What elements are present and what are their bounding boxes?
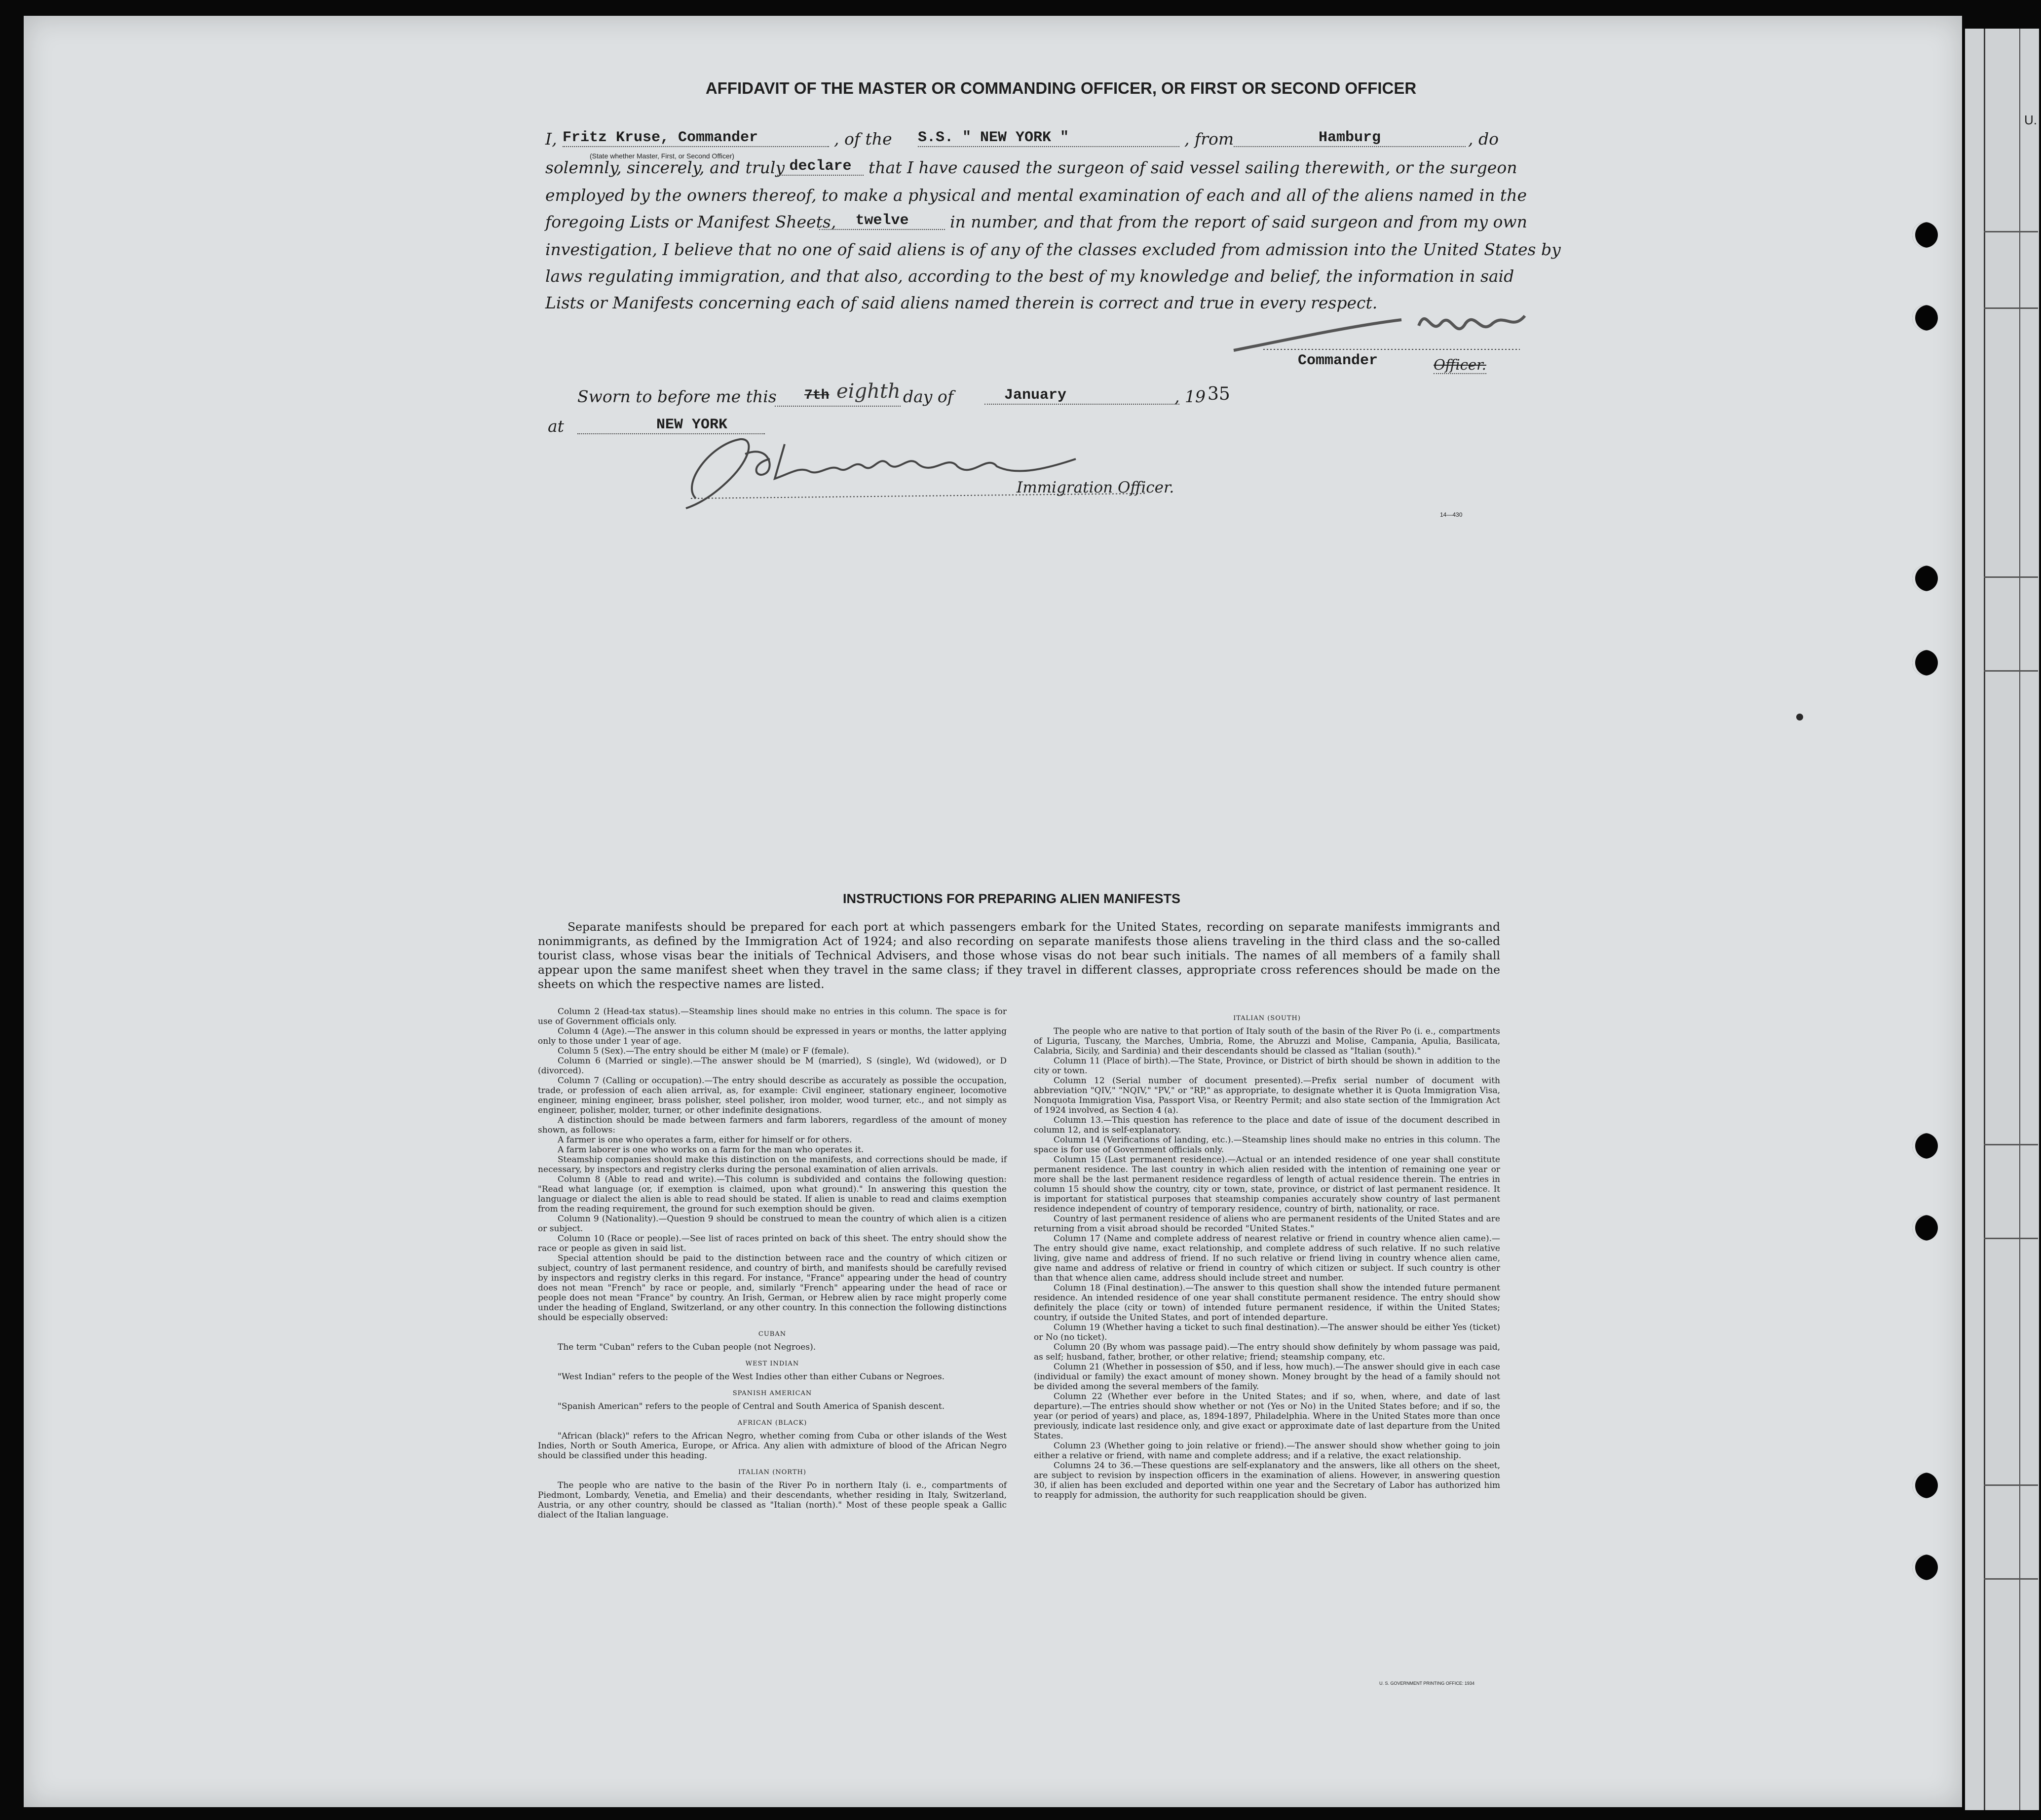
instruction-paragraph: A farm laborer is one who works on a farm for the man who operates it.	[558, 1145, 864, 1155]
instruction-paragraph: A farmer is one who operates a farm, either for himself or for others.	[558, 1135, 852, 1145]
section-heading: WEST INDIAN	[745, 1360, 799, 1367]
day-struck: 7th	[804, 388, 830, 403]
officer-note: (State whether Master, First, or Second Officer)	[590, 152, 735, 160]
instruction-paragraph: Column 15 (Last permanent residence).—Actual or an intended residence of one year shall constitute permanent residence. The last country in which alien resided with the intention of remaining one year or more shall be the last permanent residence regardless of length of actual residence therein. The entries in column 15 should show the country, city or town, state, province, or district of last permanent residence. It is important for statistical purposes that steamship companies accurately show country of last permanent residence independent of country of temporary residence, country of birth, nationality, or race.	[1034, 1155, 1500, 1214]
instruction-paragraph: Steamship companies should make this distinction on the manifests, and corrections should be made, if necessary, by inspectors and registry clerks during the personal examination of alien arrivals.	[538, 1155, 1007, 1175]
instruction-paragraph: Column 22 (Whether ever before in the United States; and if so, when, where, and date of last departure).—The entries should show whether or not (Yes or No) in the United States before; and if so, the year (or period of years) and place, as, 1894-1897, Philadelphia. Where in the United States more than once previously, indicate last residence only, and give exact or approximate date of last departure from the United States.	[1034, 1392, 1500, 1441]
edge-tick	[1984, 1238, 2038, 1239]
line5: investigation, I believe that no one of said aliens is of any of the classes excluded from admission into the United States by	[545, 240, 1561, 259]
instruction-paragraph: Column 10 (Race or people).—See list of races printed on back of this sheet. The entry should show the race or people as given in said list.	[538, 1234, 1007, 1253]
line1-of: , of the	[834, 129, 892, 149]
line2-b: that I have caused the surgeon of said vessel sailing therewith, or the surgeon	[869, 158, 1517, 177]
port-field: Hamburg	[1234, 129, 1466, 147]
immigration-officer-signature	[651, 424, 1170, 513]
italian-south-heading: ITALIAN (SOUTH)	[1233, 1015, 1301, 1022]
line3: employed by the owners thereof, to make a physical and mental examination of each and all of the aliens named in the	[545, 186, 1527, 205]
line1-end: , do	[1468, 129, 1499, 149]
instruction-paragraph: Column 14 (Verifications of landing, etc.).—Steamship lines should make no entries in this column. The space is for use of Government officials only.	[1034, 1135, 1500, 1155]
instruction-paragraph: Column 9 (Nationality).—Question 9 should be construed to mean the country of which alien is a citizen or subject.	[538, 1214, 1007, 1234]
officer-struck: Officer.	[1434, 356, 1486, 373]
binder-hole	[1912, 566, 1938, 591]
year-prefix: , 19	[1174, 387, 1206, 406]
instruction-paragraph: Column 4 (Age).—The answer in this column should be expressed in years or months, the latter applying only to those under 1 year of age.	[538, 1026, 1007, 1046]
line4-a: foregoing Lists or Manifest Sheets,	[545, 212, 836, 231]
instruction-paragraph: Column 21 (Whether in possession of $50, and if less, how much).—The answer should give in each case (individual or family) the exact amount of money shown. Money brought by the head of a family should not be divided among the several members of the family.	[1034, 1362, 1500, 1392]
instruction-paragraph: The people who are native to that portion of Italy south of the basin of the River Po (i. e., compartments of Liguria, Tuscany, the Marches, Umbria, Rome, the Abruzzi and Molise, Campania, Apulia, Basilicata, Calabria, Sicily, and Sardinia) and their descendants should be classed as "Italian (south)."	[1034, 1026, 1500, 1056]
officer-name-field: Fritz Kruse, Commander	[563, 129, 829, 147]
instruction-paragraph: Column 18 (Final destination).—The answer to this question shall show the intended future permanent residence. An intended residence of one year shall constitute permanent residence. The entry should show definitely the place (city or town) of intended future permanent residence, if within the United States; country, if outside the United States, and port of intended departure.	[1034, 1283, 1500, 1323]
instructions-left-column	[538, 1007, 1007, 1520]
line1-prefix: I,	[545, 129, 557, 149]
printer-line: U. S. GOVERNMENT PRINTING OFFICE: 1934	[1379, 1681, 1474, 1686]
edge-tick	[1984, 1484, 2038, 1486]
instruction-paragraph: Column 12 (Serial number of document presented).—Prefix serial number of document with abbreviation "QIV," "NQIV," "PV," or "RP," as appropriate, to designate whether it is Quota Immigration Visa, Nonquota Immigration Visa, Passport Visa, or Reentry Permit; and also state section of the Immigration Act of 1924 involved, as Section 4 (a).	[1034, 1076, 1500, 1115]
instruction-paragraph: Column 20 (By whom was passage paid).—The entry should show definitely by whom passage was paid, as self; husband, father, brother, or other relative; friend; steamship company, etc.	[1034, 1342, 1500, 1362]
edge-tick	[1984, 670, 2038, 672]
section-heading: AFRICAN (BLACK)	[737, 1419, 807, 1427]
instruction-paragraph: A distinction should be made between farmers and farm laborers, regardless of the amount of money shown, as follows:	[538, 1115, 1007, 1135]
instruction-paragraph: Columns 24 to 36.—These questions are self-explanatory and the answers, like all others on the sheet, are subject to revision by inspection officers in the examination of aliens. However, in answering question 30, if alien has been excluded and deported within one year and the Secretary of Labor has authorized him to reapply for admission, the authority for such reapplication should be given.	[1034, 1461, 1500, 1500]
binder-hole	[1912, 305, 1938, 331]
line1-from: , from	[1184, 129, 1234, 149]
section-text: The people who are native to the basin of the River Po in northern Italy (i. e., compartments of Piedmont, Lombardy, Venetia, and Emelia) and their descendants, whether residing in Italy, Switzerland, Austria, or any other country, should be classed as "Italian (north)." Most of these people speak a Gallic dialect of the Italian language.	[538, 1480, 1007, 1520]
edge-tick	[1984, 576, 2038, 578]
edge-tick	[1984, 307, 2038, 309]
binder-hole	[1912, 650, 1938, 676]
declare-field: declare	[777, 158, 864, 176]
vessel-field: S.S. " NEW YORK "	[918, 129, 1179, 147]
edge-tick	[1984, 1144, 2038, 1145]
edge-rule	[1984, 29, 1985, 1810]
binder-hole	[1912, 222, 1938, 248]
sworn-prefix: Sworn to before me this	[577, 387, 777, 406]
binder-hole	[1912, 1473, 1938, 1498]
edge-rule	[2019, 29, 2020, 1810]
day-of: day of	[903, 387, 954, 406]
month-field: January	[984, 387, 1179, 405]
section-heading: ITALIAN (NORTH)	[738, 1469, 806, 1476]
at-label: at	[548, 417, 564, 436]
section-heading: CUBAN	[758, 1330, 787, 1338]
instructions-intro: Separate manifests should be prepared for each port at which passengers embark for the United States, recording on separate manifests immigrants and nonimmigrants, as defined by the Immigration Act of 1924; and also recording on separate manifests those aliens traveling in the third class and the so-called tourist class, whose visas bear the initials of Technical Advisers, and those whose visas do not bear such initials. The names of all members of a family shall appear upon the same manifest sheet when they travel in the same class; if they travel in different classes, appropriate cross references should be made on the sheets on which the respective names are listed.	[538, 920, 1500, 991]
section-heading: SPANISH AMERICAN	[732, 1390, 812, 1397]
instruction-paragraph: Special attention should be paid to the distinction between race and the country of which citizen or subject, country of last permanent residence, and country of birth, and manifests should be carefully revised by inspectors and registry clerks in this regard. For instance, "France" appearing under the head of country does not mean "French" by race or people, and, similarly "French" appearing under the head of race or people does not mean "France" by country. An Irish, German, or Hebrew alien by race might properly come under the heading of England, Switzerland, or any other country. In this connection the following distinctions should be especially observed:	[538, 1253, 1007, 1323]
section-text: "African (black)" refers to the African Negro, whether coming from Cuba or other islands of the West Indies, North or South America, Europe, or Africa. Any alien with admixture of blood of the African Negro should be classified under this heading.	[538, 1431, 1007, 1461]
instruction-paragraph: Country of last permanent residence of aliens who are permanent residents of the United States and are returning from a visit abroad should be recorded "United States."	[1034, 1214, 1500, 1234]
ink-speck	[1796, 714, 1803, 720]
form-number: 14—430	[1440, 511, 1463, 518]
day-field	[775, 380, 901, 407]
sheet-count-field: twelve	[819, 212, 945, 230]
binder-hole	[1912, 1555, 1938, 1580]
day-written: eighth	[836, 380, 901, 403]
binder-hole	[1912, 1215, 1938, 1241]
immigration-officer-label: Immigration Officer.	[1017, 479, 1174, 496]
affidavit-title: AFFIDAVIT OF THE MASTER OR COMMANDING OFFICER, OR FIRST OR SECOND OFFICER	[705, 79, 1417, 97]
instruction-paragraph: Column 6 (Married or single).—The answer should be M (married), S (single), Wd (widowed), or D (divorced).	[538, 1056, 1007, 1076]
line4-b: in number, and that from the report of said surgeon and from my own	[950, 212, 1527, 231]
instruction-paragraph: Column 11 (Place of birth).—The State, Province, or District of birth should be shown in addition to the city or town.	[1034, 1056, 1500, 1076]
line2-a: solemnly, sincerely, and truly	[545, 158, 785, 177]
instruction-paragraph: Column 13.—This question has reference to the place and date of issue of the document described in column 12, and is self-explanatory.	[1034, 1115, 1500, 1135]
instruction-paragraph: Column 19 (Whether having a ticket to such final destination).—The answer should be either Yes (ticket) or No (no ticket).	[1034, 1323, 1500, 1342]
section-text: "Spanish American" refers to the people of Central and South America of Spanish descent.	[558, 1402, 945, 1411]
instruction-paragraph: Column 5 (Sex).—The entry should be either M (male) or F (female).	[558, 1046, 849, 1056]
year-suffix: 35	[1208, 384, 1230, 404]
line7: Lists or Manifests concerning each of said aliens named therein is correct and true in every respect.	[545, 293, 1378, 312]
signature-title: Commander	[1298, 352, 1378, 369]
line6: laws regulating immigration, and that also, according to the best of my knowledge and belief, the information in said	[545, 266, 1514, 286]
instruction-paragraph: Column 8 (Able to read and write).—This column is subdivided and contains the following question: "Read what language (or, if exemption is claimed, upon what ground)." In answering this question the language or dialect the alien is able to read should be stated. If alien is unable to read and claims exemption from the reading requirement, the ground for such exemption should be given.	[538, 1175, 1007, 1214]
binder-hole	[1912, 1133, 1938, 1159]
instructions-right-column	[1034, 1007, 1500, 1500]
edge-tick	[1984, 231, 2038, 232]
instructions-title: INSTRUCTIONS FOR PREPARING ALIEN MANIFESTS	[842, 891, 1181, 906]
instruction-paragraph: Column 7 (Calling or occupation).—The entry should describe as accurately as possible the occupation, trade, or profession of each alien arrival, as, for example: Civil engineer, stationary engineer, locomotive engineer, mining engineer, brass polisher, steel polisher, iron molder, wood turner, etc., and not simply as engineer, polisher, molder, turner, or other indefinite designations.	[538, 1076, 1007, 1115]
instruction-paragraph: Column 23 (Whether going to join relative or friend).—The answer should show whether going to join either a relative or friend, with name and complete address; and if a relative, the exact relationship.	[1034, 1441, 1500, 1461]
adjacent-page-edge	[1965, 29, 2039, 1810]
edge-tick	[1984, 1578, 2038, 1580]
section-text: The term "Cuban" refers to the Cuban people (not Negroes).	[558, 1342, 816, 1352]
instruction-paragraph: Column 2 (Head-tax status).—Steamship lines should make no entries in this column. The space is for use of Government officials only.	[538, 1007, 1007, 1026]
place-field: NEW YORK	[577, 417, 765, 434]
instruction-paragraph: Column 17 (Name and complete address of nearest relative or friend in country whence alien came).—The entry should give name, exact relationship, and complete address of such relative. If no such relative living, give name and address of friend. If no such relative or friend living in country whence alien came, give name and address of relative or friend in country of which citizen or subject. If such country is other than that whence alien came, address should include street and number.	[1034, 1234, 1500, 1283]
margin-tag: U.	[2024, 113, 2037, 127]
section-text: "West Indian" refers to the people of the West Indies other than either Cubans or Negroes.	[558, 1372, 945, 1382]
commander-signature	[1224, 296, 1530, 360]
